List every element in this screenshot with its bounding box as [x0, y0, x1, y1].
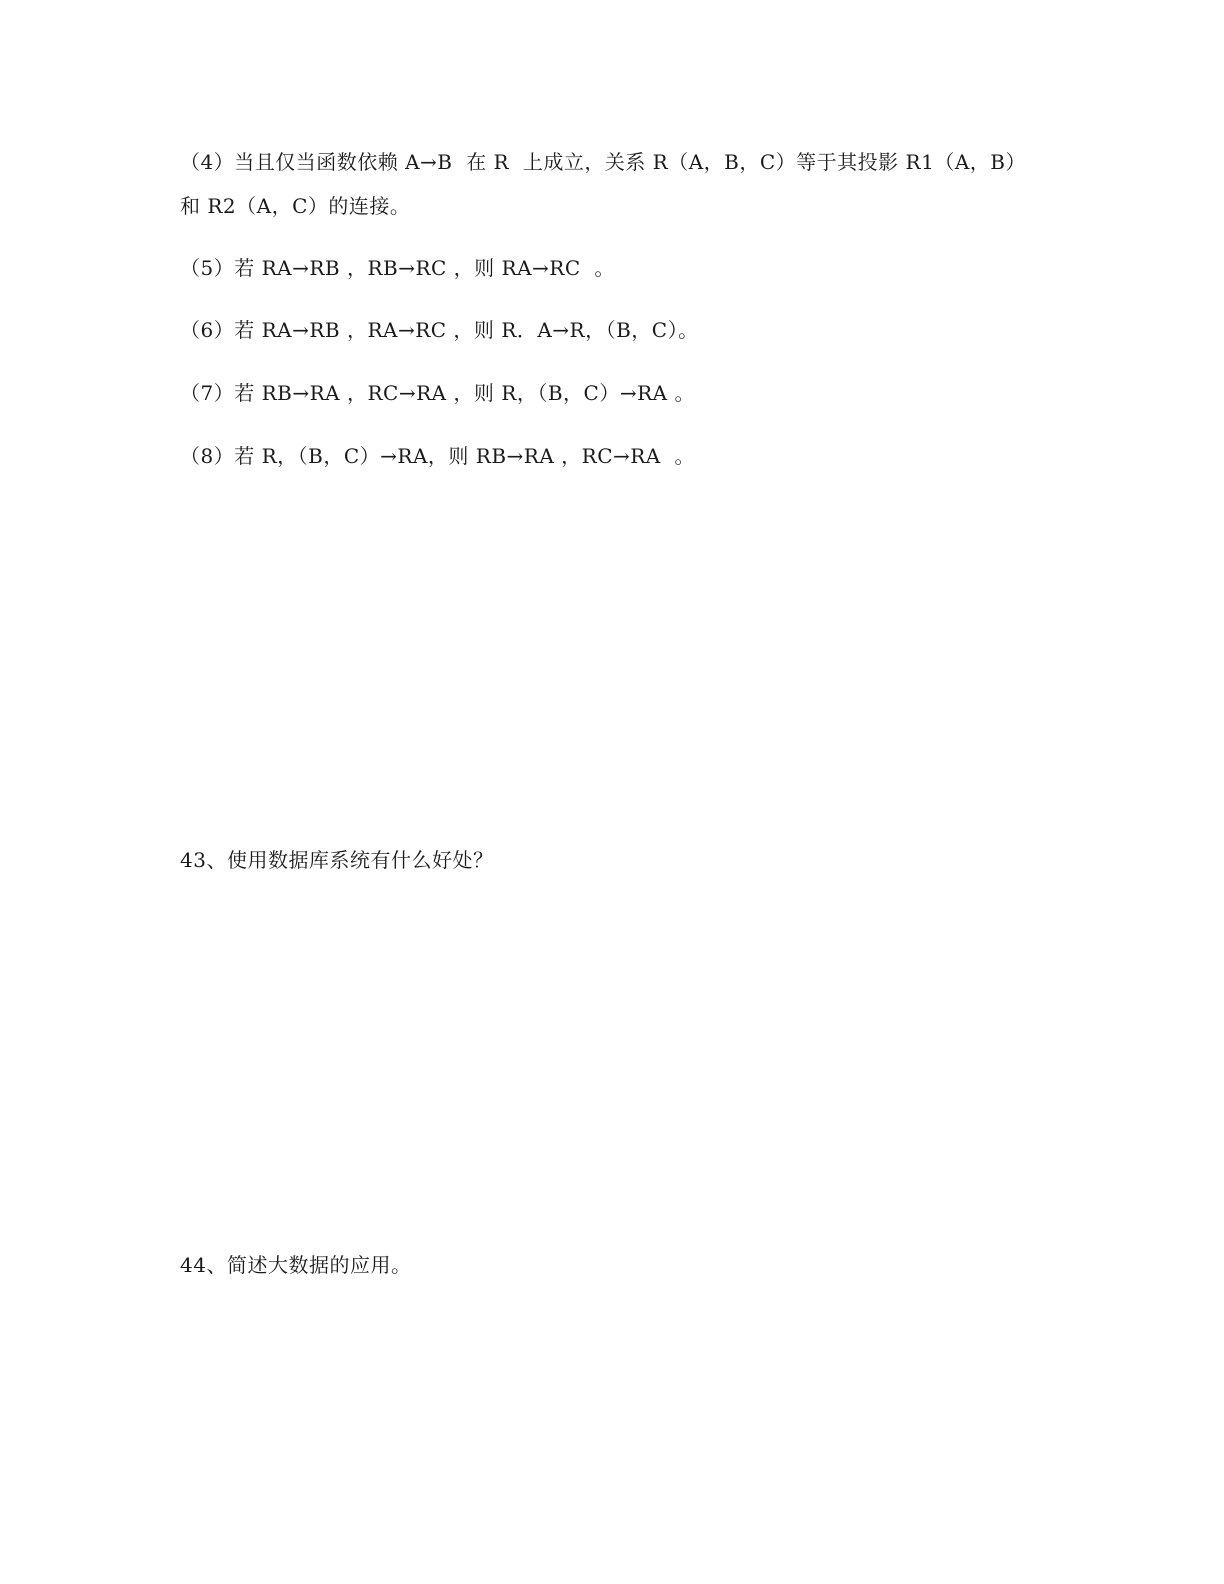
item-5: （5）若 RA→RB ，RB→RC ，则 RA→RC 。: [180, 256, 615, 280]
item-4-line-1: （4）当且仅当函数依赖 A→B 在 R 上成立，关系 R（A，B，C）等于其投影 R1（A，B）: [180, 150, 1026, 174]
item-4-line-2: 和 R2（A，C）的连接。: [180, 194, 411, 218]
question-44: 44、简述大数据的应用。: [180, 1253, 412, 1277]
item-6: （6）若 RA→RB ，RA→RC ，则 R．A→R，（B，C）。: [180, 318, 699, 342]
item-7: （7）若 RB→RA ，RC→RA ，则 R，（B，C）→RA 。: [180, 381, 695, 405]
question-43: 43、使用数据库系统有什么好处？: [180, 848, 494, 872]
item-8: （8）若 R，（B，C）→RA，则 RB→RA ，RC→RA 。: [180, 444, 695, 468]
